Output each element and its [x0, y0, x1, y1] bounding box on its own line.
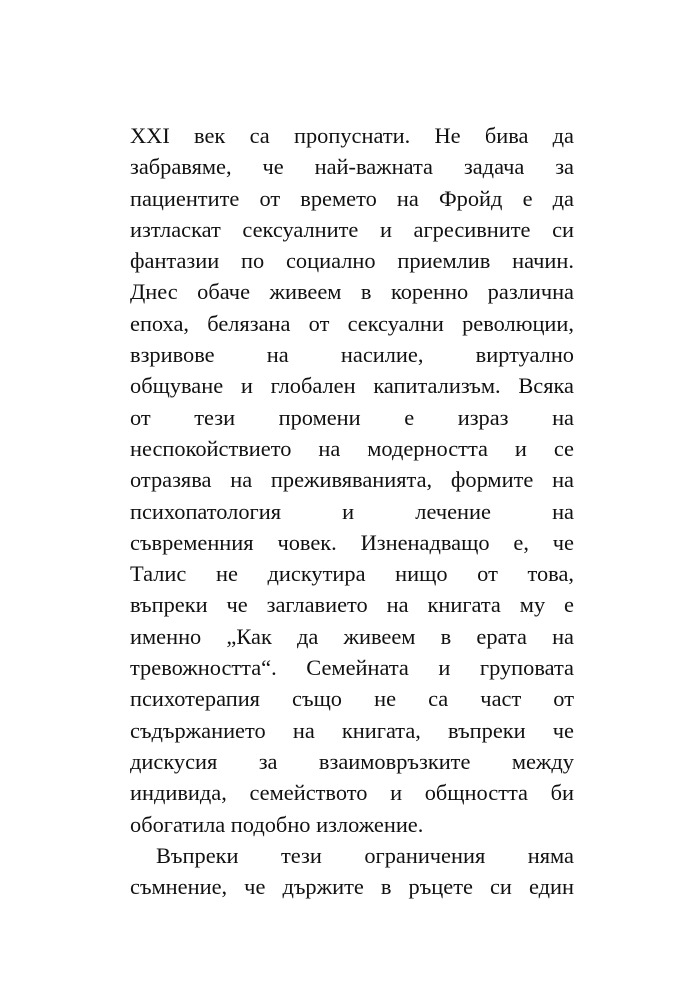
text-line: въпреки че заглавието на книгата му е — [130, 592, 574, 618]
text-line: общуване и глобален капитализъм. Всяка — [130, 373, 574, 399]
text-line: неспокойствието на модерността и се — [130, 435, 574, 461]
text-line: отразява на преживяванията, формите на — [130, 467, 574, 493]
text-line: Талис не дискутира нищо от това, — [130, 561, 574, 587]
text-line: от тези промени е израз на — [130, 404, 574, 430]
text-line: фантазии по социално приемлив начин. — [130, 248, 574, 274]
text-line: психопатология и лечение на — [130, 498, 574, 524]
text-line: епоха, белязана от сексуални революции, — [130, 310, 574, 336]
text-line: изтласкат сексуалните и агресивните си — [130, 216, 574, 242]
text-line: тревожността“. Семейната и груповата — [130, 655, 574, 681]
text-line: XXI век са пропуснати. Не бива да — [130, 123, 574, 148]
text-line: Днес обаче живеем в коренно различна — [130, 279, 574, 305]
text-line: пациентите от времето на Фройд е да — [130, 185, 574, 211]
text-line-paragraph-start: Въпреки тези ограничения няма — [156, 842, 574, 868]
text-line: съдържанието на книгата, въпреки че — [130, 717, 574, 743]
text-line-paragraph-end: обогатила подобно изложение. — [130, 811, 424, 837]
text-line: дискусия за взаимовръзките между — [130, 748, 574, 774]
text-line: забравяме, че най-важната задача за — [130, 154, 574, 180]
text-line: психотерапия също не са част от — [130, 686, 574, 712]
body-text — [130, 120, 574, 902]
text-line: взривове на насилие, виртуално — [130, 342, 574, 368]
text-line: именно „Как да живеем в ерата на — [130, 623, 574, 649]
text-line: съвременния човек. Изненадващо е, че — [130, 529, 574, 555]
text-line: индивида, семейството и общността би — [130, 780, 574, 806]
text-line: съмнение, че държите в ръцете си един — [130, 874, 574, 900]
